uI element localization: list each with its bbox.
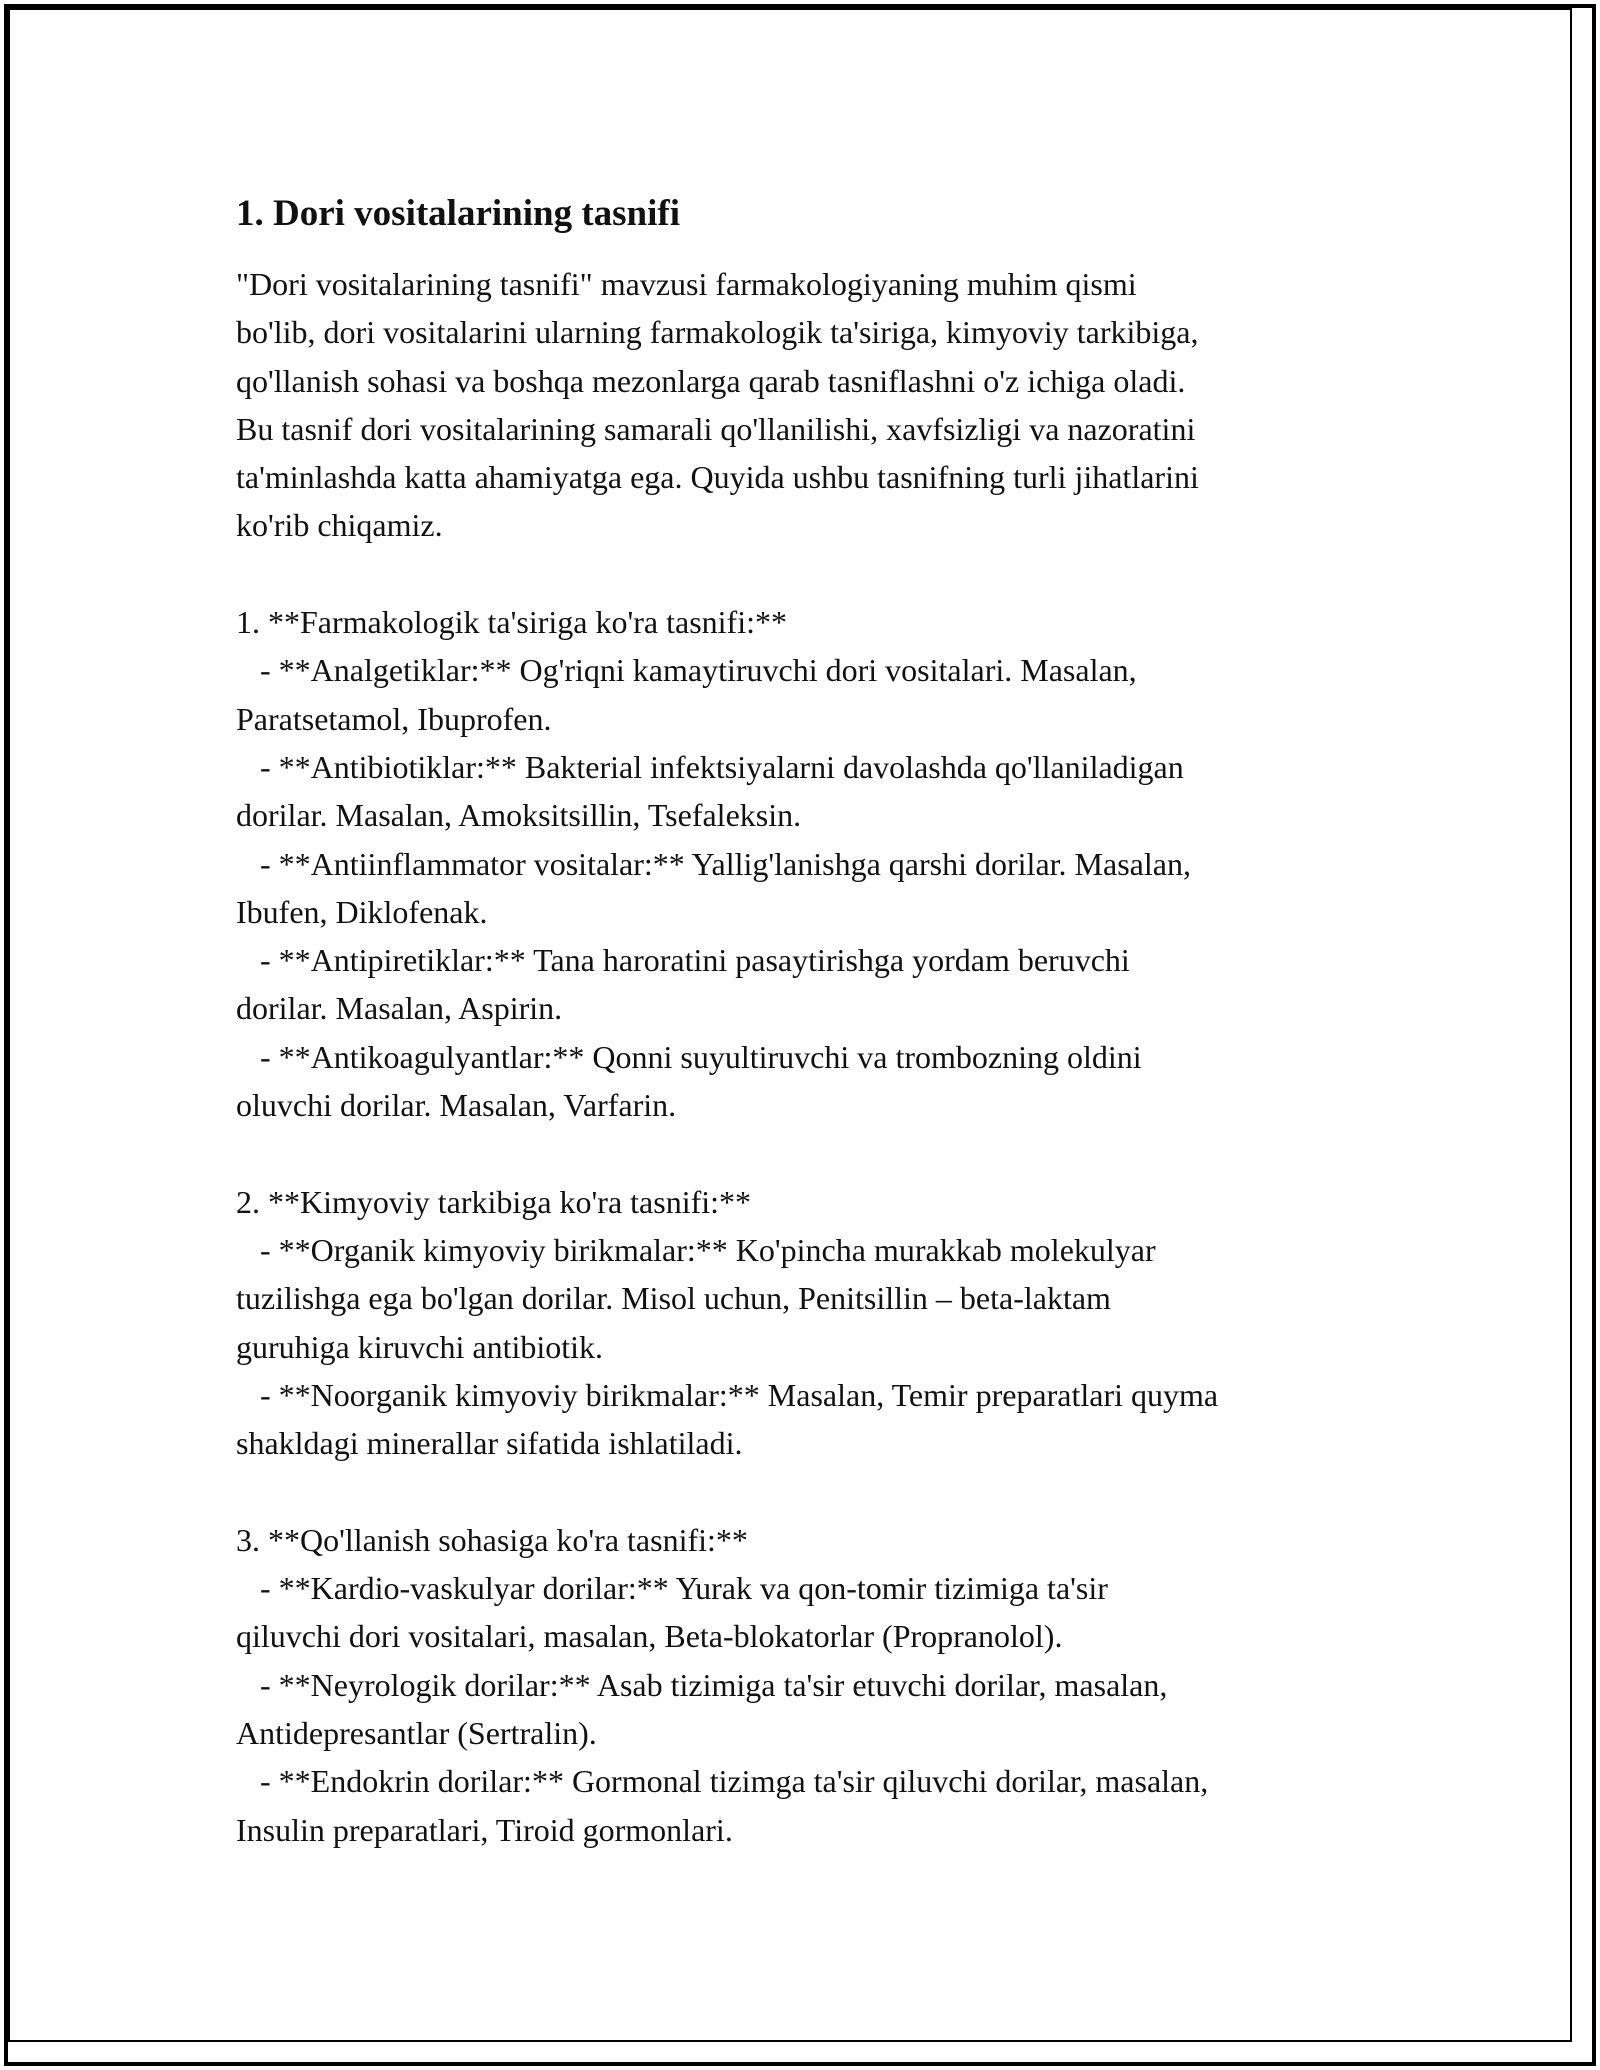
text-line: qo'llanish sohasi va boshqa mezonlarga qarab tasniflashni o'z ichiga oladi. (236, 362, 1186, 399)
text-line: - **Antiinflammator vositalar:** Yallig'lanishga qarshi dorilar. Masalan, (236, 845, 1191, 882)
text-line: guruhiga kiruvchi antibiotik. (236, 1328, 604, 1365)
text-line: - **Kardio-vaskulyar dorilar:** Yurak va qon-tomir tizimiga ta'sir (236, 1570, 1108, 1607)
text-line: "Dori vositalarining tasnifi" mavzusi farmakologiyaning muhim qismi (236, 266, 1137, 302)
text-line: Insulin preparatlari, Tiroid gormonlari. (236, 1811, 733, 1848)
text-line: Antidepresantlar (Sertralin). (236, 1714, 597, 1751)
text-line: Bu tasnif dori vositalarining samarali qo'llanilishi, xavfsizligi va nazoratini (236, 410, 1196, 447)
text-line: 3. **Qo'llanish sohasiga ko'ra tasnifi:** (236, 1521, 748, 1558)
blank-line (236, 1129, 1396, 1177)
blank-line (236, 1467, 1396, 1515)
text-line: tuzilishga ega bo'lgan dorilar. Misol uchun, Penitsillin – beta-laktam (236, 1280, 1111, 1317)
text-line: Paratsetamol, Ibuprofen. (236, 700, 552, 737)
text-line: - **Organik kimyoviy birikmalar:** Ko'pincha murakkab molekulyar (236, 1231, 1156, 1268)
text-line: 2. **Kimyoviy tarkibiga ko'ra tasnifi:** (236, 1183, 752, 1220)
text-line: - **Antikoagulyantlar:** Qonni suyultiruvchi va trombozning oldini (236, 1038, 1142, 1075)
text-line: dorilar. Masalan, Aspirin. (236, 990, 563, 1027)
text-line: - **Endokrin dorilar:** Gormonal tizimga ta'sir qiluvchi dorilar, masalan, (236, 1763, 1209, 1800)
text-line: - **Analgetiklar:** Og'riqni kamaytiruvchi dori vositalari. Masalan, (236, 652, 1137, 689)
document-body (236, 186, 1396, 1854)
text-line: - **Antibiotiklar:** Bakterial infektsiyalarni davolashda qo'llaniladigan (236, 748, 1184, 785)
text-line: 1. **Farmakologik ta'siriga ko'ra tasnifi:** (236, 604, 787, 641)
text-line: shakldagi minerallar sifatida ishlatiladi. (236, 1425, 743, 1462)
document-text (236, 260, 1396, 1854)
text-line: bo'lib, dori vositalarini ularning farmakologik ta'siriga, kimyoviy tarkibiga, (236, 314, 1199, 351)
text-line: oluvchi dorilar. Masalan, Varfarin. (236, 1087, 677, 1124)
text-line: - **Antipiretiklar:** Tana haroratini pasaytirishga yordam beruvchi (236, 942, 1130, 979)
text-line: dorilar. Masalan, Amoksitsillin, Tsefaleksin. (236, 797, 802, 834)
text-line: qiluvchi dori vositalari, masalan, Beta-blokatorlar (Propranolol). (236, 1618, 1063, 1655)
text-line: ta'minlashda katta ahamiyatga ega. Quyida ushbu tasnifning turli jihatlarini (236, 459, 1199, 496)
document-title: 1. Dori vositalarining tasnifi (236, 193, 681, 234)
text-line: ko'rib chiqamiz. (236, 507, 443, 544)
text-line: - **Noorganik kimyoviy birikmalar:** Masalan, Temir preparatlari quyma (236, 1376, 1219, 1413)
text-line: Ibufen, Diklofenak. (236, 893, 488, 930)
blank-line (236, 550, 1396, 598)
text-line: - **Neyrologik dorilar:** Asab tizimiga ta'sir etuvchi dorilar, masalan, (236, 1666, 1168, 1703)
